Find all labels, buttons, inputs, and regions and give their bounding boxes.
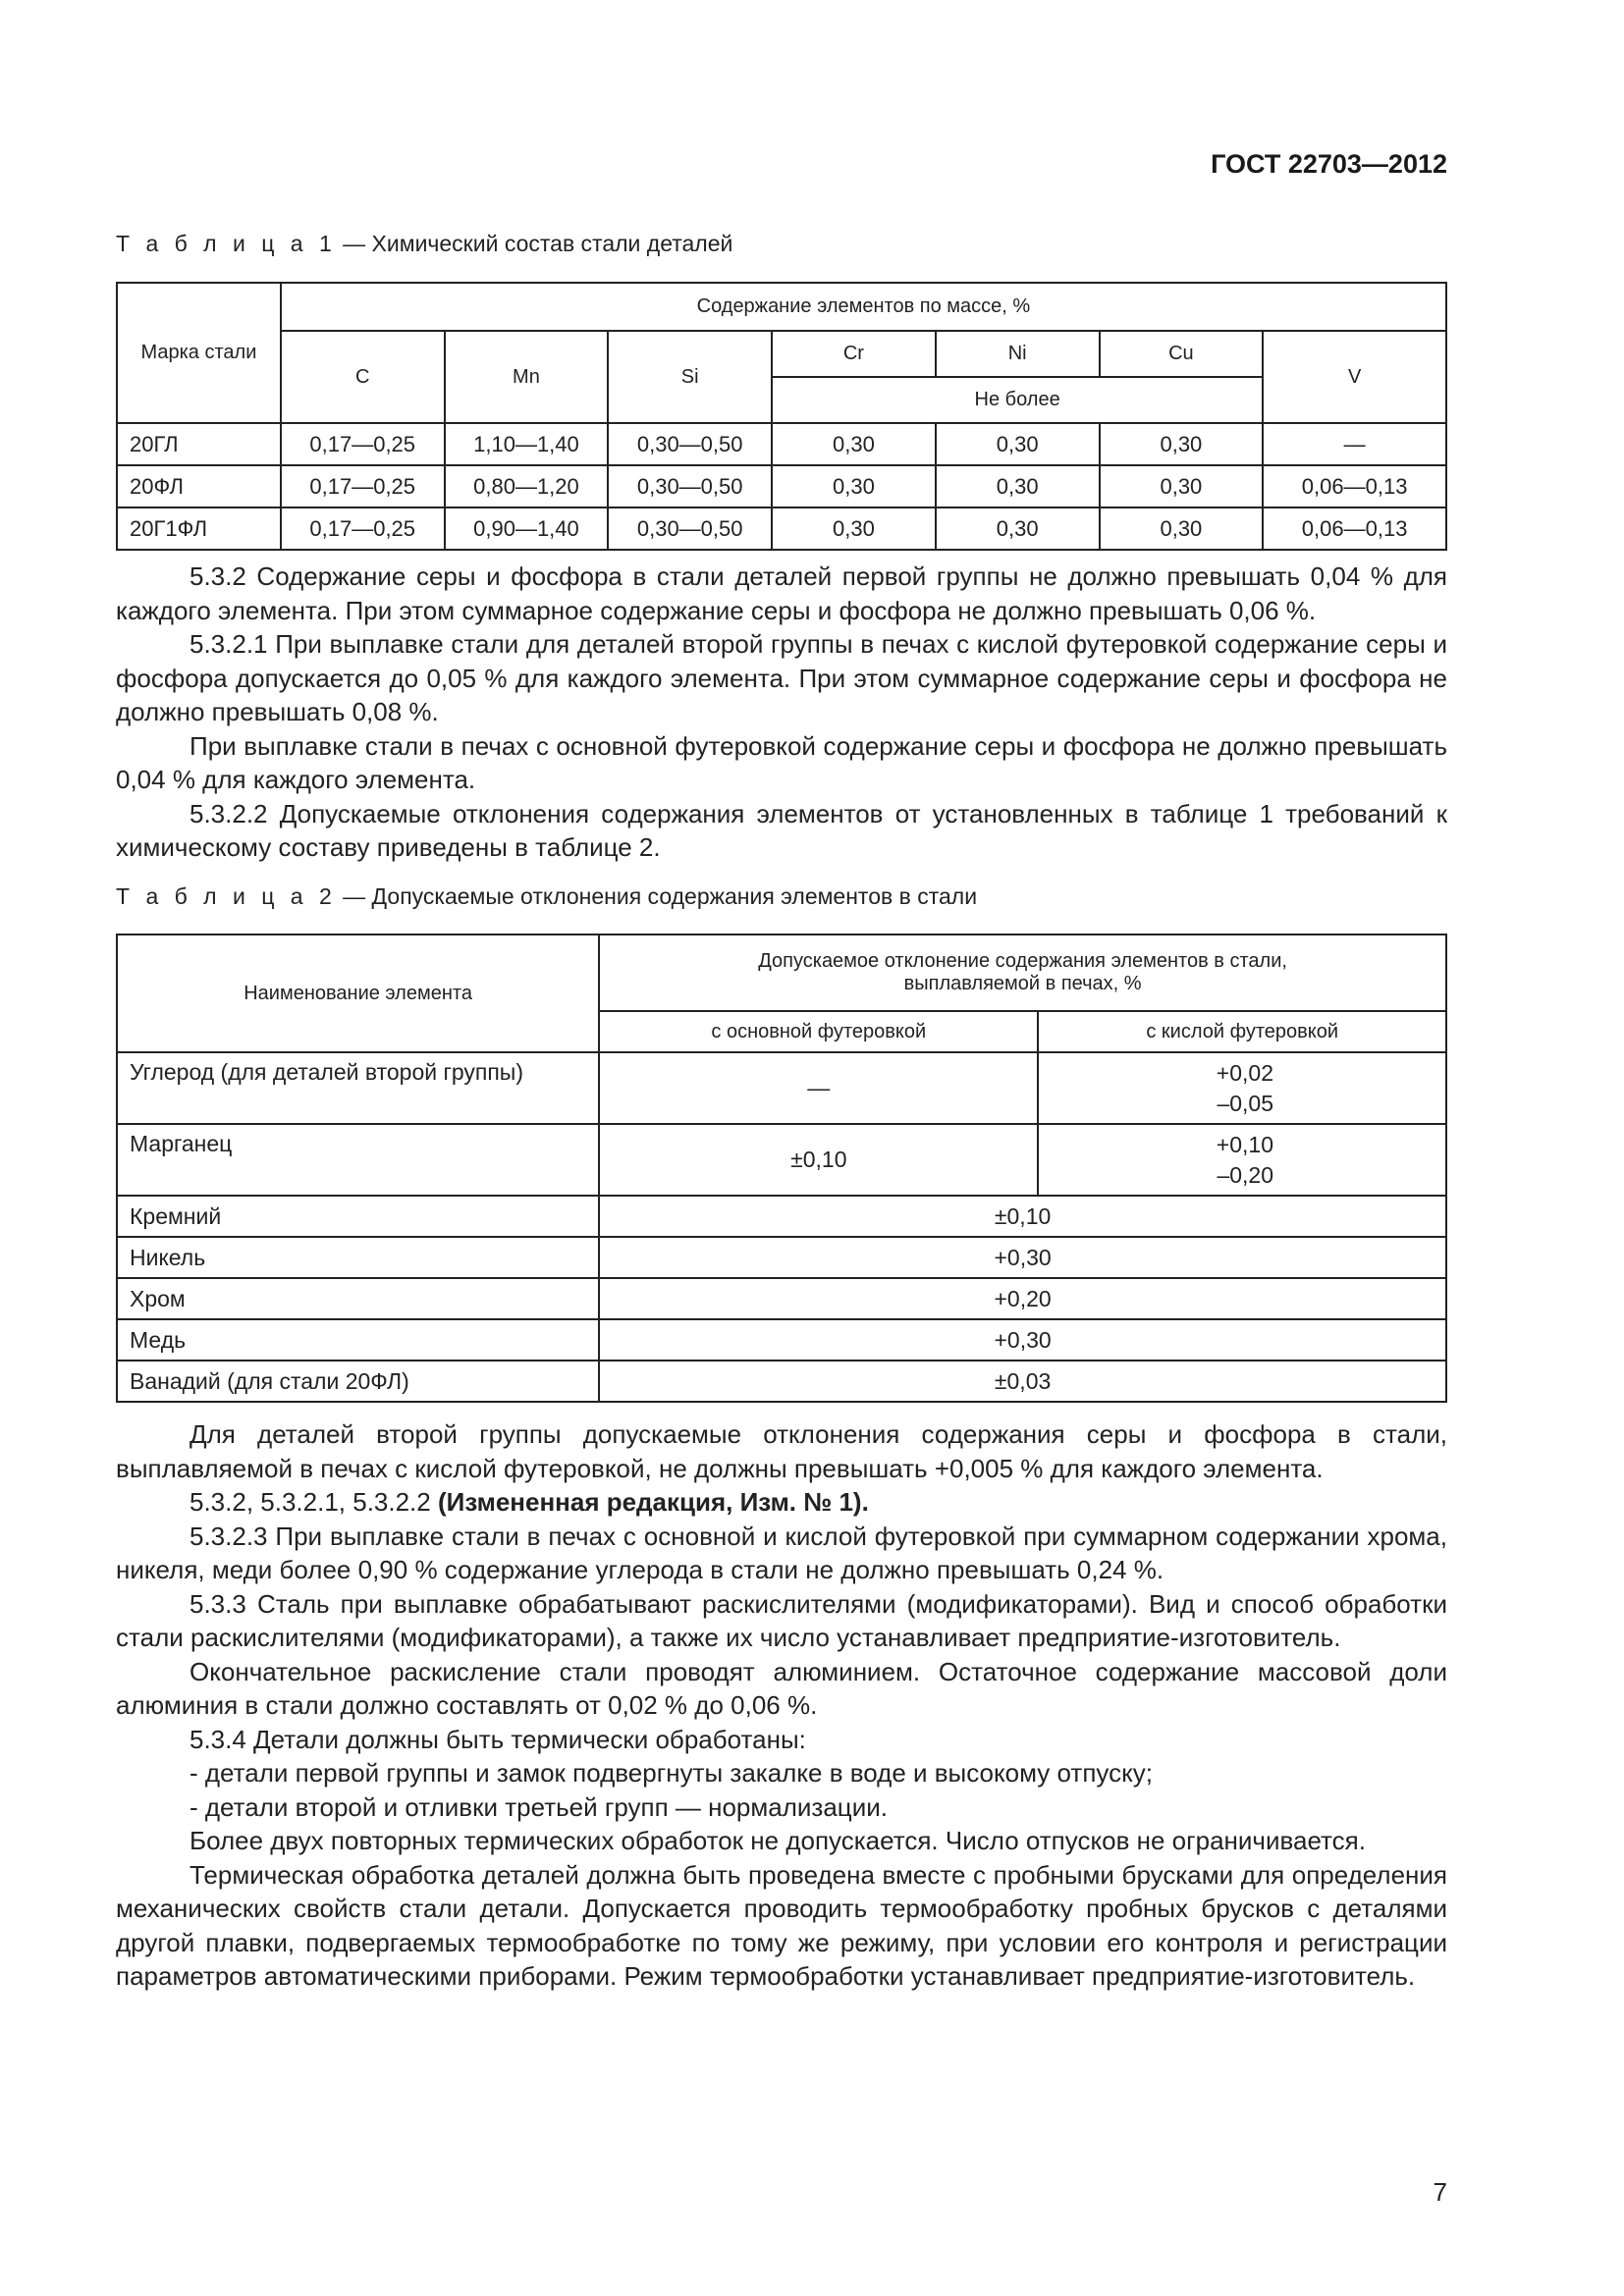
element-name-header: Наименование элемента [117, 934, 599, 1052]
acid-value-minus: –0,05 [1217, 1090, 1273, 1116]
table-cell: 0,30 [936, 423, 1100, 465]
element-name-cell: Ванадий (для стали 20ФЛ) [117, 1361, 599, 1402]
table-cell: 0,06—0,13 [1263, 465, 1446, 507]
acid-value-cell [1038, 1124, 1446, 1196]
element-name-cell: Кремний [117, 1196, 599, 1237]
table-cell: 0,30 [772, 423, 936, 465]
element-name-cell: Марганец [117, 1124, 599, 1196]
paragraph: 5.3.3 Сталь при выплавке обрабатывают раскислителями (модификаторами). Вид и способ обработки стали раскислителями (модификаторами), а также их число устанавливает предприятие-изготовитель. [116, 1588, 1447, 1652]
table-row [117, 423, 1446, 465]
grade-cell: 20Г1ФЛ [117, 507, 281, 550]
table-cell: 0,17—0,25 [281, 465, 445, 507]
paragraph: 5.3.2.3 При выплавке стали в печах с основной и кислой футеровкой при суммарном содержании хрома, никеля, меди более 0,90 % содержание углерода в стали не должно превышать 0,24 %. [116, 1521, 1447, 1584]
deviation-header-line2: выплавляемой в печах, % [903, 973, 1142, 994]
grade-cell: 20ГЛ [117, 423, 281, 465]
acid-lining-header: с кислой футеровкой [1038, 1011, 1446, 1052]
table-cell: 0,30—0,50 [608, 423, 772, 465]
deviation-table [116, 934, 1447, 1403]
acid-value-plus: +0,10 [1216, 1131, 1273, 1157]
grade-header: Марка стали [117, 283, 281, 423]
paragraph: 5.3.2.2 Допускаемые отклонения содержания элементов от установленных в таблице 1 требований к химическому составу приведены в таблице 2. [116, 798, 1447, 862]
table2-caption-label: Т а б л и ц а 2 [116, 883, 337, 909]
table-cell: 0,30—0,50 [608, 465, 772, 507]
deviation-header-line1: Допускаемое отклонение содержания элементов в стали, [758, 950, 1287, 972]
col-header-v: V [1263, 331, 1446, 423]
table-cell: 0,30 [1100, 423, 1264, 465]
table-row [117, 1278, 1446, 1319]
table-cell: 0,90—1,40 [445, 507, 609, 550]
table-cell: 0,30 [936, 465, 1100, 507]
table-row [117, 1124, 1446, 1196]
acid-value-plus: +0,02 [1216, 1059, 1273, 1086]
table-row [117, 507, 1446, 550]
acid-value-minus: –0,20 [1217, 1161, 1273, 1188]
paragraph: Термическая обработка деталей должна быть проведена вместе с пробными брусками для определения механических свойств стали детали. Допускается проводить термообработку пробных брусков с деталями другой плавки, подвергаемых термообработке по тому же режиму, при условии его контроля и регистрации параметров автоматическими приборами. Режим термообработки устанавливает предприятие-изготовитель. [116, 1859, 1447, 1991]
table-row [117, 465, 1446, 507]
list-item: - детали первой группы и замок подвергнуты закалке в воде и высокому отпуску; [189, 1758, 1153, 1788]
value-cell: ±0,03 [599, 1361, 1446, 1402]
table-cell: 0,30 [1100, 465, 1264, 507]
page-number: 7 [1433, 2177, 1447, 2207]
table-cell: 1,10—1,40 [445, 423, 609, 465]
basic-value-cell: ±0,10 [599, 1124, 1038, 1196]
paragraph: Окончательное раскисление стали проводят алюминием. Остаточное содержание массовой доли алюминия в стали должно составлять от 0,02 % до 0,06 %. [116, 1656, 1447, 1720]
value-cell: +0,30 [599, 1237, 1446, 1278]
element-name-cell: Никель [117, 1237, 599, 1278]
col-header-si: Si [608, 331, 772, 423]
table-cell: 0,17—0,25 [281, 507, 445, 550]
col-header-cr: Cr [772, 331, 936, 377]
grade-cell: 20ФЛ [117, 465, 281, 507]
list-item: - детали второй и отливки третьей групп — нормализации. [189, 1791, 888, 1822]
text-block-1 [116, 560, 1447, 865]
col-header-ni: Ni [936, 331, 1100, 377]
value-cell: +0,20 [599, 1278, 1446, 1319]
deviation-header [599, 934, 1446, 1011]
col-header-mn: Mn [445, 331, 609, 423]
table-cell: 0,06—0,13 [1263, 507, 1446, 550]
chemical-composition-table [116, 282, 1447, 551]
table-cell: 0,30 [1100, 507, 1264, 550]
table1-caption [116, 231, 732, 257]
paragraph: Для деталей второй группы допускаемые отклонения содержания серы и фосфора в стали, выплавляемой в печах с кислой футеровкой, не должны превышать +0,005 % для каждого элемента. [116, 1419, 1447, 1483]
table2-caption [116, 883, 977, 910]
value-cell: +0,30 [599, 1319, 1446, 1361]
paragraph: Более двух повторных термических обработок не допускается. Число отпусков не ограничивается. [189, 1826, 1366, 1855]
table-cell: 0,30 [936, 507, 1100, 550]
content-header: Содержание элементов по массе, % [281, 283, 1446, 331]
col-header-cu: Cu [1100, 331, 1264, 377]
table-row [117, 1237, 1446, 1278]
table-cell: 0,80—1,20 [445, 465, 609, 507]
table-row [117, 1361, 1446, 1402]
element-name-cell: Углерод (для деталей второй группы) [117, 1052, 599, 1124]
table-cell: 0,30 [772, 465, 936, 507]
table-cell: 0,30—0,50 [608, 507, 772, 550]
col-header-c: C [281, 331, 445, 423]
element-name-cell: Хром [117, 1278, 599, 1319]
table1-caption-text: — Химический состав стали деталей [336, 231, 733, 256]
table-cell: 0,17—0,25 [281, 423, 445, 465]
paragraph: 5.3.4 Детали должны быть термически обработаны: [189, 1724, 806, 1754]
text-block-2 [116, 1417, 1447, 1994]
table-row [117, 1196, 1446, 1237]
value-cell: ±0,10 [599, 1196, 1446, 1237]
amendment-refs: 5.3.2, 5.3.2.1, 5.3.2.2 [189, 1487, 438, 1517]
paragraph: 5.3.2 Содержание серы и фосфора в стали деталей первой группы не должно превышать 0,04 % для каждого элемента. При этом суммарное содержание серы и фосфора не должно превышать 0,06 %. [116, 561, 1447, 625]
amendment-paragraph [116, 1485, 1447, 1520]
paragraph: При выплавке стали в печах с основной футеровкой содержание серы и фосфора не должно превышать 0,04 % для каждого элемента. [116, 730, 1447, 794]
basic-lining-header: с основной футеровкой [599, 1011, 1038, 1052]
table-row [117, 1052, 1446, 1124]
basic-value-cell: — [599, 1052, 1038, 1124]
element-name-cell: Медь [117, 1319, 599, 1361]
table2-caption-text: — Допускаемые отклонения содержания элементов в стали [336, 883, 978, 909]
not-more-header: Не более [772, 377, 1263, 423]
document-id: ГОСТ 22703—2012 [1211, 149, 1447, 179]
paragraph: 5.3.2.1 При выплавке стали для деталей второй группы в печах с кислой футеровкой содержание серы и фосфора допускается до 0,05 % для каждого элемента. При этом суммарное содержание серы и фосфора не должно превышать 0,08 %. [116, 629, 1447, 726]
table1-caption-label: Т а б л и ц а 1 [116, 231, 337, 256]
table-cell: 0,30 [772, 507, 936, 550]
acid-value-cell [1038, 1052, 1446, 1124]
amendment-note: (Измененная редакция, Изм. № 1). [437, 1487, 869, 1517]
table-cell: — [1263, 423, 1446, 465]
table-row [117, 1319, 1446, 1361]
